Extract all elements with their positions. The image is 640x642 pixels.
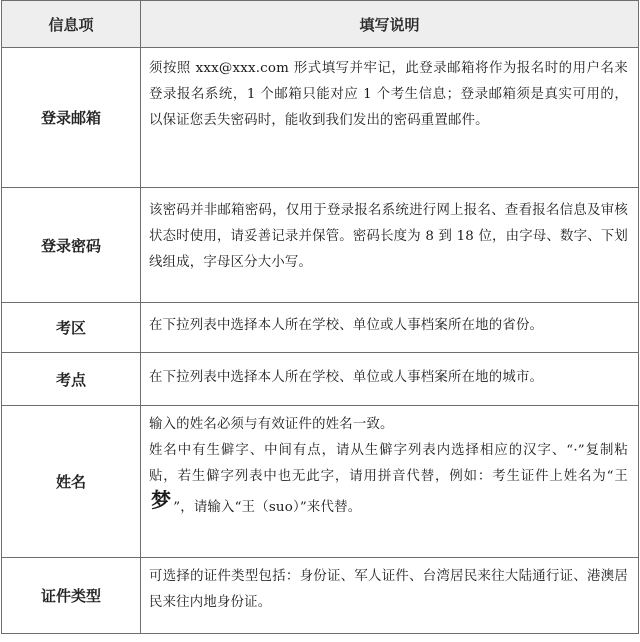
desc-email-text: 须按照 xxx@xxx.com 形式填写并牢记，此登录邮箱将作为报名时的用户名来登录报名系统，1 个邮箱只能对应 1 个考生信息；登录邮箱须是真实可用的，以保证您丢失密码时，能收到我们发出的密码重置邮件。 [149, 61, 628, 128]
desc-exam-site-text: 在下拉列表中选择本人所在学校、单位或人事档案所在地的城市。 [149, 370, 544, 385]
item-id-type: 证件类型 [2, 558, 141, 634]
item-name: 姓名 [2, 406, 141, 558]
desc-name-text-2-before: 姓名中有生僻字、中间有点，请从生僻字列表内选择相应的汉字、“·”复制粘贴，若生僻字列表中也无此字，请用拼音代替，例如：考生证件上姓名为“王 [149, 443, 628, 484]
table-row-id-type [2, 558, 639, 634]
info-table [1, 0, 639, 634]
table-row-password [2, 188, 639, 303]
item-email: 登录邮箱 [2, 48, 141, 188]
desc-exam-region [141, 303, 639, 353]
item-exam-site: 考点 [2, 353, 141, 406]
table-row-exam-site [2, 353, 639, 406]
header-desc: 填写说明 [141, 1, 639, 48]
desc-id-type-text: 可选择的证件类型包括：身份证、军人证件、台湾居民来往大陆通行证、港澳居民来往内地身份证。 [149, 569, 628, 610]
desc-exam-site [141, 353, 639, 406]
desc-password-text: 该密码并非邮箱密码，仅用于登录报名系统进行网上报名、查看报名信息及审核状态时使用，请妥善记录并保管。密码长度为 8 到 18 位，由字母、数字、下划线组成，字母区分大小写。 [149, 203, 628, 270]
table-row-email [2, 48, 639, 188]
desc-name-text-2 [149, 438, 628, 521]
desc-name-text-2-after: ”，请输入“王（suo）”来代替。 [173, 500, 362, 515]
desc-email [141, 48, 639, 188]
table-header-row [2, 1, 639, 48]
desc-name [141, 406, 639, 558]
table-row-name [2, 406, 639, 558]
desc-name-text-1: 输入的姓名必须与有效证件的姓名一致。 [149, 417, 394, 432]
table-row-exam-region [2, 303, 639, 353]
desc-id-type [141, 558, 639, 634]
item-password: 登录密码 [2, 188, 141, 303]
header-item: 信息项 [2, 1, 141, 48]
item-exam-region: 考区 [2, 303, 141, 353]
desc-password [141, 188, 639, 303]
desc-exam-region-text: 在下拉列表中选择本人所在学校、单位或人事档案所在地的省份。 [149, 318, 544, 333]
rare-character: 梦 [151, 488, 172, 512]
